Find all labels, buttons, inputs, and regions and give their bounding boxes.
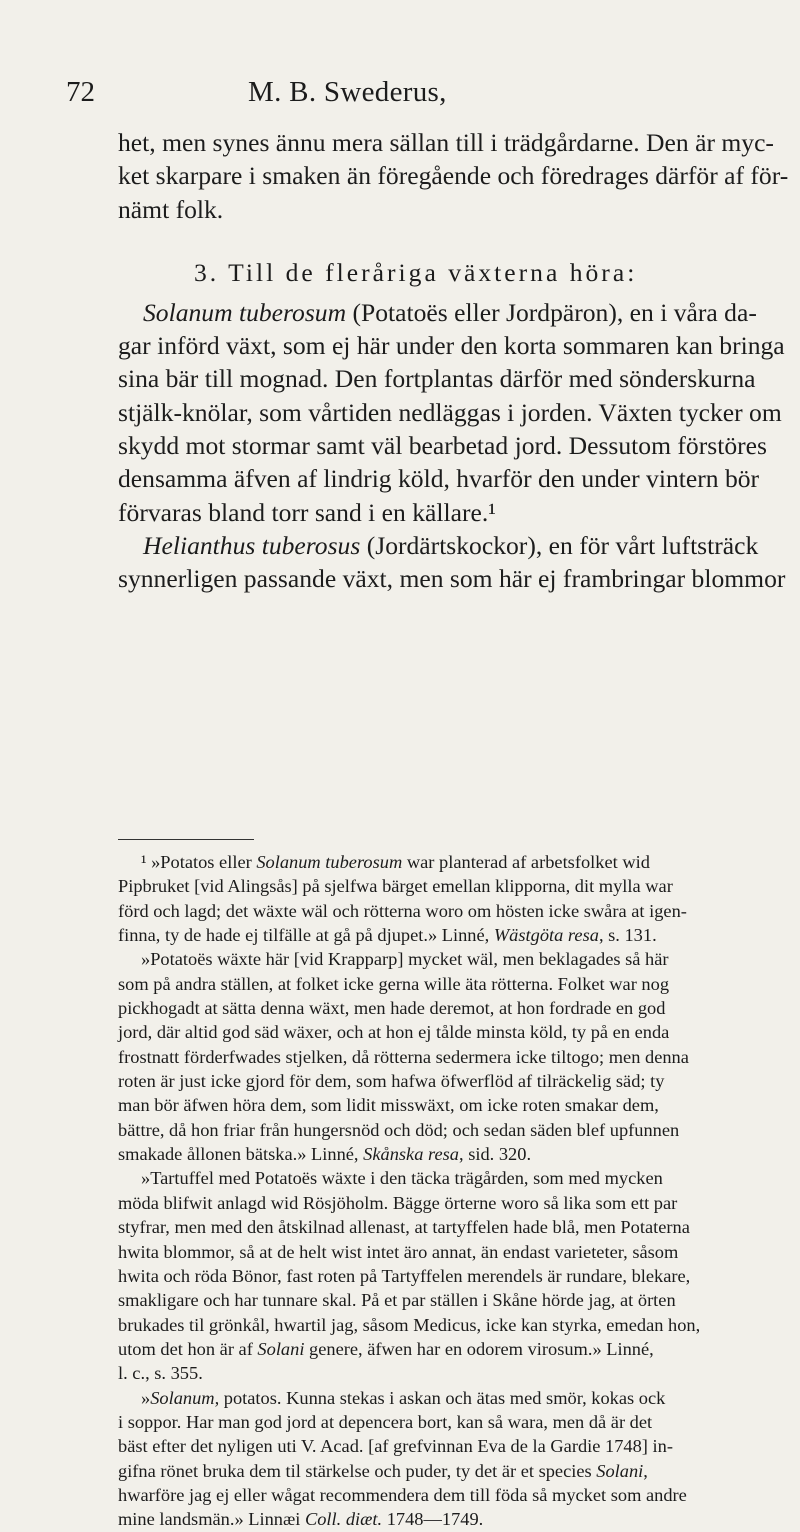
main-text [118,126,789,596]
footnote-line: l. c., s. 355. [118,1363,203,1384]
footnote-line: jord, där altid god säd wäxer, och at hon ej tålde minsta köld, ty på en enda [118,1022,670,1043]
page-header [0,76,800,116]
footnote-line: bäst efter det nyligen uti V. Acad. [af grefvinnan Eva de la Gardie 1748] in- [118,1436,673,1457]
footnote-line: hwita blommor, så at de helt wist intet äro annat, än endast varieteter, såsom [118,1241,679,1262]
solanum-paragraph-line: förvaras bland torr sand i en källare.¹ [118,497,496,527]
footnote-line: styfrar, men med den åtskilnad allenast, at tartyffelen hade blå, men Potaterna [118,1217,690,1238]
solanum-paragraph-line: sina bär till mognad. Den fortplantas därför med sönderskurna [118,364,756,394]
text-line: het, men synes ännu mera sällan till i trädgårdarne. Den är myc- [118,128,774,157]
footnote-line: gifna rönet bruka dem til stärkelse och puder, ty det är et species Solani, [118,1460,648,1481]
footnote-line: i soppor. Har man god jord at depencera bort, kan så wara, men då är det [118,1411,653,1432]
footnote-line: pickhogadt at sätta denna wäxt, men hade deremot, at hon fordrade en god [118,998,666,1019]
page-number: 72 [66,76,95,108]
footnote-line: »Potatoës wäxte här [vid Krapparp] mycket wäl, men beklagades så här [141,949,669,970]
footnote-line: utom det hon är af Solani genere, äfwen har en odorem virosum.» Linné, [118,1338,654,1359]
helianthus-paragraph-line: synnerligen passande växt, men som här ej frambringar blommor [118,564,786,594]
footnote-line: brukades til grönkål, hwartil jag, såsom Medicus, icke kan styrka, emedan hon, [118,1314,701,1335]
footnote-line: hwita och röda Bönor, fast roten på Tartyffelen merendels är rundare, blekare, [118,1265,691,1286]
helianthus-paragraph-line: Helianthus tuberosus (Jordärtskockor), en för vårt luftsträck [143,530,759,560]
text-line: ket skarpare i smaken än föregående och föredrages därför af för- [118,161,789,191]
text-line: nämt folk. [118,194,224,224]
solanum-paragraph-line: densamma äfven af lindrig köld, hvarför den under vintern bör [118,464,760,494]
footnote-divider [118,839,254,840]
footnote-line: smakligare och har tunnare skal. På et par ställen i Skåne hörde jag, at örten [118,1290,676,1311]
solanum-paragraph-line: stjälk-knölar, som vårtiden nedläggas i jorden. Växten tycker om [118,397,782,427]
footnote-line: förd och lagd; det wäxte wäl och rötterna woro om hösten icke swåra at igen- [118,900,687,921]
footnote-line: Pipbruket [vid Alingsås] på sjelfwa bärget emellan klipporna, dit mylla war [118,876,673,897]
footnote-line: finna, ty de hade ej tilfälle at gå på djupet.» Linné, Wästgöta resa, s. 131. [118,925,657,946]
section-heading: 3. Till de fleråriga växterna höra: [194,257,638,287]
footnote-line: bättre, då hon friar från hungersnöd och död; och sedan säden blef upfunnen [118,1119,680,1140]
footnote-line: roten är just icke gjord för dem, som hafwa öfwerflöd af tilräckelig säd; ty [118,1071,665,1092]
footnote-line: »Tartuffel med Potatoës wäxte i den täcka trägården, som med mycken [141,1168,663,1189]
footnote-line: möda blifwit anlagd wid Rösjöholm. Bägge örterne woro så lika som ett par [118,1192,678,1213]
footnote-line: »Solanum, potatos. Kunna stekas i askan och ätas med smör, kokas ock [141,1387,666,1408]
footnote-line: frostnatt förderfwades stjelken, då rötterna sedermera icke tiltogo; men denna [118,1046,689,1067]
solanum-paragraph-line: Solanum tuberosum (Potatoës eller Jordpäron), en i våra da- [143,297,757,327]
footnote-line: ¹ »Potatos eller Solanum tuberosum war planterad af arbetsfolket wid [141,852,650,872]
footnote-line: man bör äfwen höra dem, som lidit misswäxt, om icke roten smakar dem, [118,1095,659,1116]
running-head: M. B. Swederus, [248,76,447,108]
footnote-line: mine landsmän.» Linnæi Coll. diæt. 1748—1749. [118,1509,484,1530]
footnote-line: smakade ållonen bätska.» Linné, Skånska resa, sid. 320. [118,1144,532,1165]
solanum-paragraph-line: skydd mot stormar samt väl bearbetad jord. Dessutom förstöres [118,431,767,461]
footnote-line: som på andra ställen, at folket icke gerna wille äta rötterna. Folket war nog [118,973,670,994]
solanum-paragraph-line: gar införd växt, som ej här under den korta sommaren kan bringa [118,331,785,361]
footnote-line: hwarföre jag ej eller wågat recommendera dem till föda så mycket som andre [118,1484,687,1505]
footnotes [118,850,738,1532]
